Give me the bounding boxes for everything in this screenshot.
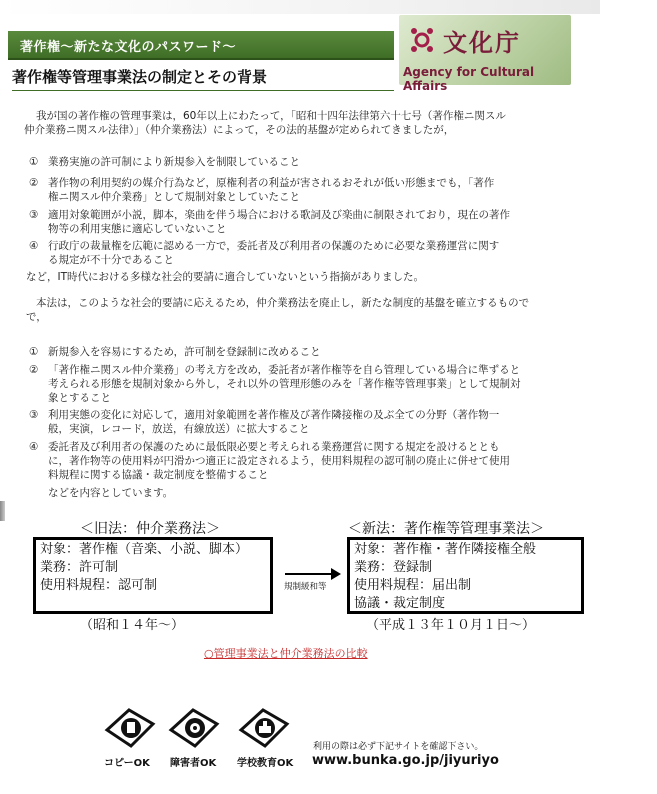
purpose-line-2: で，	[26, 311, 47, 323]
new-law-row: 業務：登録制	[354, 560, 433, 575]
copy-ok-label: コピーOK	[104, 758, 150, 769]
comparison-link[interactable]: ○管理事業法と仲介業務法の比較	[204, 647, 368, 660]
old-law-title: ＜旧法：仲介業務法＞	[80, 521, 220, 537]
old-law-row: 業務：許可制	[40, 560, 119, 575]
agency-emblem-icon	[405, 25, 439, 55]
header-tagline: 著作権～新たな文化のパスワード～	[20, 40, 237, 55]
agency-logo[interactable]	[399, 15, 571, 93]
scroll-marker	[0, 501, 5, 521]
old-law-row: 使用料規程：認可制	[40, 578, 158, 593]
new-law-title: ＜新法：著作権等管理事業法＞	[348, 521, 544, 537]
disability-ok-label: 障害者OK	[170, 758, 217, 769]
header-decoration	[0, 0, 600, 14]
usage-note: 利用の際は必ず下記サイトを確認下さい。	[313, 742, 484, 752]
arrow-label: 規制緩和等	[284, 582, 327, 592]
old-law-row: 対象：著作権（音楽、小説、脚本）	[40, 542, 249, 557]
new-law-row: 使用料規程：届出制	[354, 578, 472, 593]
purpose-line-1: 本法は，このような社会的要請に応えるため，仲介業務法を廃止し，新たな制度的基盤を確立するもので	[36, 297, 530, 309]
issues-summary: など，IT時代における多様な社会的要請に適合していないという指摘がありました。	[26, 271, 425, 283]
intro-line-2: 仲介業務ニ関スル法律）」（仲介業務法）によって，その法的基盤が定められてきましたが，	[24, 124, 455, 136]
new-law-row: 協議・裁定制度	[354, 596, 446, 611]
new-law-box	[347, 537, 584, 614]
school-ok-icon	[237, 706, 291, 750]
old-law-era: （昭和１４年～）	[80, 618, 185, 633]
arrow-right-icon	[331, 568, 341, 580]
new-law-row: 対象：著作権・著作隣接権全般	[354, 542, 537, 557]
header-bar	[8, 31, 394, 60]
disability-ok-icon	[167, 706, 221, 750]
jiyuriyo-url-link[interactable]: www.bunka.go.jp/jiyuriyo	[312, 753, 499, 768]
arrow-line	[285, 573, 333, 575]
page-title: 著作権等管理事業法の制定とその背景	[12, 66, 394, 91]
agency-name: 文化庁	[443, 29, 521, 57]
contents-summary: などを内容としています。	[48, 487, 174, 499]
new-law-era: （平成１３年１０月１日～）	[366, 618, 536, 633]
agency-english-name: Agency for Cultural Affairs	[403, 65, 535, 93]
intro-line-1: 我が国の著作権の管理事業は，60年以上にわたって，「昭和十四年法律第六十七号（著作権ニ関スル	[36, 110, 506, 122]
copy-ok-icon	[103, 706, 157, 750]
old-law-box	[33, 537, 273, 614]
school-ok-label: 学校教育OK	[237, 758, 294, 769]
